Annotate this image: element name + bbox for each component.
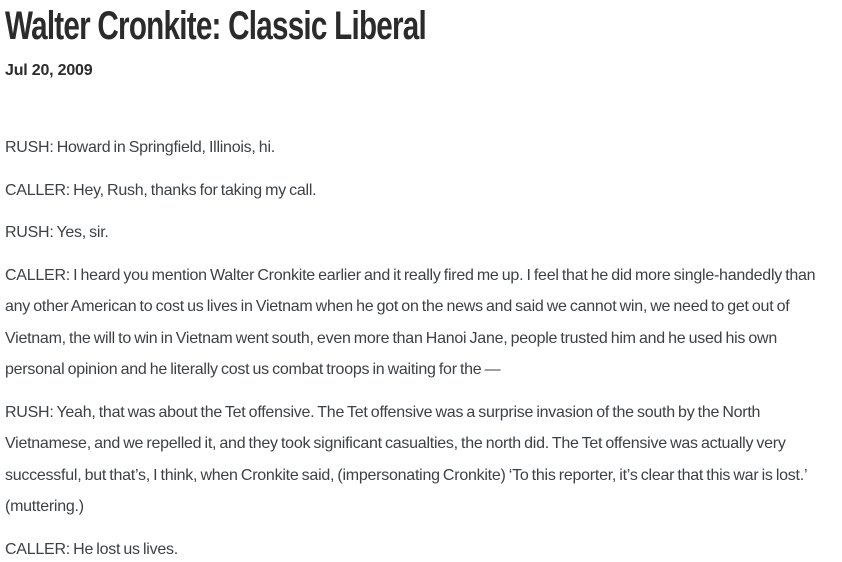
page-title: Walter Cronkite: Classic Liberal xyxy=(5,4,427,48)
transcript-paragraph: CALLER: He lost us lives. xyxy=(5,540,178,558)
article-date: Jul 20, 2009 xyxy=(5,62,93,79)
transcript-paragraph: RUSH: Howard in Springfield, Illinois, hi. xyxy=(5,139,275,156)
transcript-paragraph: CALLER: I heard you mention Walter Cronkite earlier and it really fired me up. I feel that he did more single-handedly than any other American to cost us lives in Vietnam when he got on the news and said we cannot win, we need to get out of Vietnam, the will to win in Vietnam went south, even more than Hanoi Jane, people trusted him and he used his own personal opinion and he literally cost us combat troops in waiting for the — xyxy=(5,266,816,378)
transcript-body xyxy=(5,132,828,562)
transcript-paragraph: RUSH: Yeah, that was about the Tet offensive. The Tet offensive was a surprise invasion of the south by the North Vietnamese, and we repelled it, and they took significant casualties, the north did. The Tet offensive was actually very successful, but that’s, I think, when Cronkite said, (impersonating Cronkite) ‘To this reporter, it’s clear that this war is lost.’ (muttering.) xyxy=(5,403,807,515)
transcript-paragraph: CALLER: Hey, Rush, thanks for taking my call. xyxy=(5,181,317,199)
transcript-paragraph: RUSH: Yes, sir. xyxy=(5,224,109,241)
